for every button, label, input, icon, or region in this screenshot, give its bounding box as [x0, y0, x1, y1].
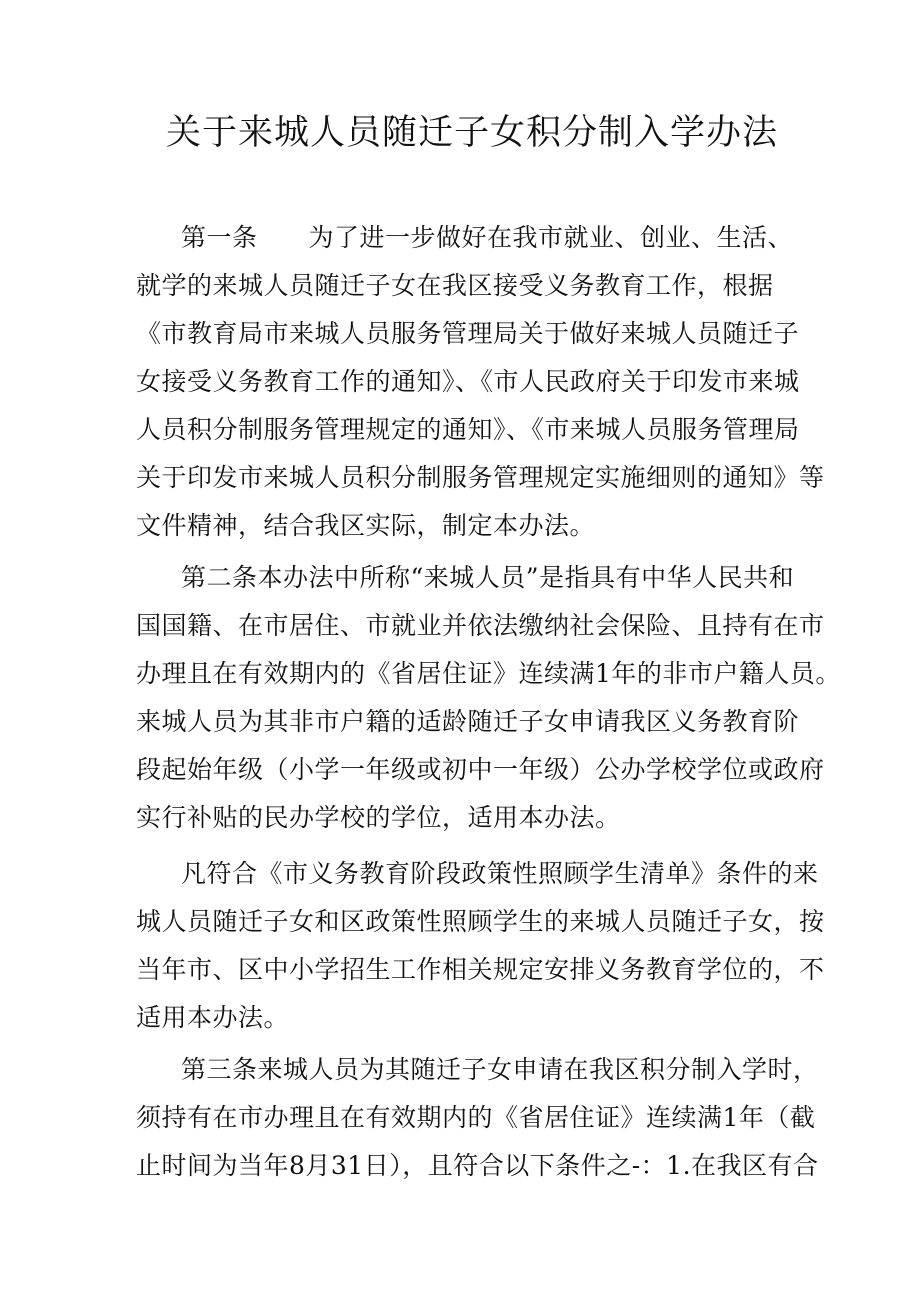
- paragraph-line: 《市教育局市来城人员服务管理局关于做好来城人员随迁子: [136, 319, 800, 348]
- paragraph-line: 第二条本办法中所称“来城人员”是指具有中华人民共和: [181, 563, 795, 592]
- paragraph-line: 第一条 为了进一步做好在我市就业、创业、生活、: [181, 223, 794, 252]
- paragraph-line: 国国籍、在市居住、市就业并依法缴纳社会保险、且持有在市: [136, 611, 825, 640]
- paragraph-line: 关于印发市来城人员积分制服务管理规定实施细则的通知》等: [136, 463, 825, 492]
- paragraph-line: 女接受义务教育工作的通知》、《市人民政府关于印发市来城: [136, 367, 800, 396]
- paragraph-line: 来城人员为其非市户籍的适龄随迁子女申请我区义务教育阶: [136, 707, 800, 736]
- page-title: 关于来城人员随迁子女积分制入学办法: [166, 113, 779, 153]
- paragraph-line: 当年市、区中小学招生工作相关规定安排义务教育学位的，不: [136, 955, 825, 984]
- paragraph-line: 人员积分制服务管理规定的通知》、《市来城人员服务管理局: [136, 415, 800, 444]
- paragraph-line: 实行补贴的民办学校的学位，适用本办法。: [136, 803, 621, 832]
- paragraph-line: 城人员随迁子女和区政策性照顾学生的来城人员随迁子女，按: [136, 907, 825, 936]
- paragraph-line: 第三条来城人员为其随迁子女申请在我区积分制入学时，: [181, 1055, 819, 1084]
- paragraph-line: 文件精神，结合我区实际，制定本办法。: [136, 511, 596, 540]
- paragraph-line: 适用本办法。: [136, 1003, 290, 1032]
- paragraph-line: 就学的来城人员随迁子女在我区接受义务教育工作，根据: [136, 271, 774, 300]
- paragraph-line: 办理且在有效期内的《省居住证》连续满1年的非市户籍人员。: [136, 659, 841, 688]
- paragraph-line: 止时间为当年8月31日），且符合以下条件之-：1.在我区有合: [136, 1151, 819, 1180]
- paragraph-line: 须持有在市办理且在有效期内的《省居住证》连续满1年（截: [136, 1103, 816, 1132]
- paragraph-line: 凡符合《市义务教育阶段政策性照顾学生清单》条件的来: [181, 859, 819, 888]
- paragraph-line: 段起始年级（小学一年级或初中一年级）公办学校学位或政府: [136, 755, 825, 784]
